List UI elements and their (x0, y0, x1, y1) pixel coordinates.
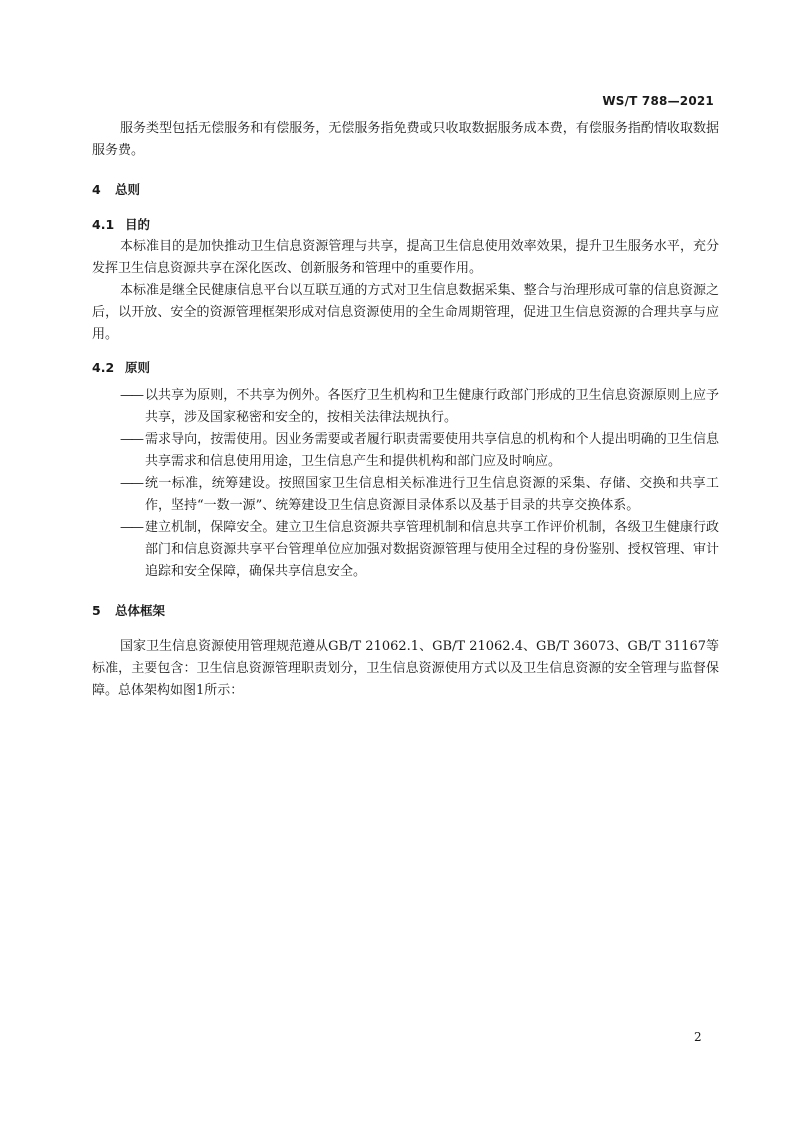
section-4-heading (92, 179, 719, 201)
intro-paragraph: 服务类型包括无偿服务和有偿服务，无偿服务指免费或只收取数据服务成本费，有偿服务指酌情收取数据服务费。 (92, 121, 719, 158)
section-5-title: 总体框架 (115, 603, 166, 618)
principle-item (92, 385, 719, 429)
dash-marker: —— (120, 432, 142, 447)
section-4-1-paragraph-2: 本标准是继全民健康信息平台以互联互通的方式对卫生信息数据采集、整合与治理形成可靠的信息资源之后，以开放、安全的资源管理框架形成对信息资源使用的全生命周期管理，促进卫生信息资源的合理共享与应用。 (92, 283, 719, 342)
page-number: 2 (694, 1030, 702, 1044)
section-4-1-number: 4.1 (92, 217, 115, 232)
document-number: WS/T 788—2021 (602, 94, 714, 108)
section-4-title: 总则 (115, 182, 141, 197)
section-4-2-title: 原则 (125, 360, 151, 375)
principle-item (92, 517, 719, 583)
principle-item-text: 以共享为原则，不共享为例外。各医疗卫生机构和卫生健康行政部门形成的卫生信息资源原则上应予共享，涉及国家秘密和安全的，按相关法律法规执行。 (145, 388, 719, 425)
section-5-paragraph: 国家卫生信息资源使用管理规范遵从GB/T 21062.1、GB/T 21062.4、GB/T 36073、GB/T 31167等标准，主要包含：卫生信息资源管理职责划分，卫生信息资源使用方式以及卫生信息资源的安全管理与监督保障。总体架构如图1所示： (92, 639, 719, 698)
section-4-1-heading (92, 214, 719, 236)
dash-marker: —— (120, 520, 142, 535)
principle-item-text: 需求导向，按需使用。因业务需要或者履行职责需要使用共享信息的机构和个人提出明确的卫生信息共享需求和信息使用用途，卫生信息产生和提供机构和部门应及时响应。 (145, 432, 719, 469)
section-4-2-heading (92, 357, 719, 379)
section-4-1-paragraph-1: 本标准目的是加快推动卫生信息资源管理与共享，提高卫生信息使用效率效果，提升卫生服务水平，充分发挥卫生信息资源共享在深化医改、创新服务和管理中的重要作用。 (92, 239, 719, 276)
section-4-number: 4 (92, 182, 101, 197)
principle-item (92, 429, 719, 473)
dash-marker: —— (120, 388, 142, 403)
principle-item-text: 统一标准，统筹建设。按照国家卫生信息相关标准进行卫生信息资源的采集、存储、交换和共享工作，坚持“一数一源”、统筹建设卫生信息资源目录体系以及基于目录的共享交换体系。 (145, 476, 719, 513)
section-4-1-title: 目的 (125, 217, 151, 232)
section-5-heading (92, 600, 719, 622)
section-4-2-number: 4.2 (92, 360, 115, 375)
document-body (92, 118, 719, 702)
principle-item-text: 建立机制，保障安全。建立卫生信息资源共享管理机制和信息共享工作评价机制，各级卫生健康行政部门和信息资源共享平台管理单位应加强对数据资源管理与使用全过程的身份鉴别、授权管理、审计追踪和安全保障，确保共享信息安全。 (145, 520, 719, 579)
dash-marker: —— (120, 476, 142, 491)
section-5-number: 5 (92, 603, 101, 618)
principle-item (92, 473, 719, 517)
